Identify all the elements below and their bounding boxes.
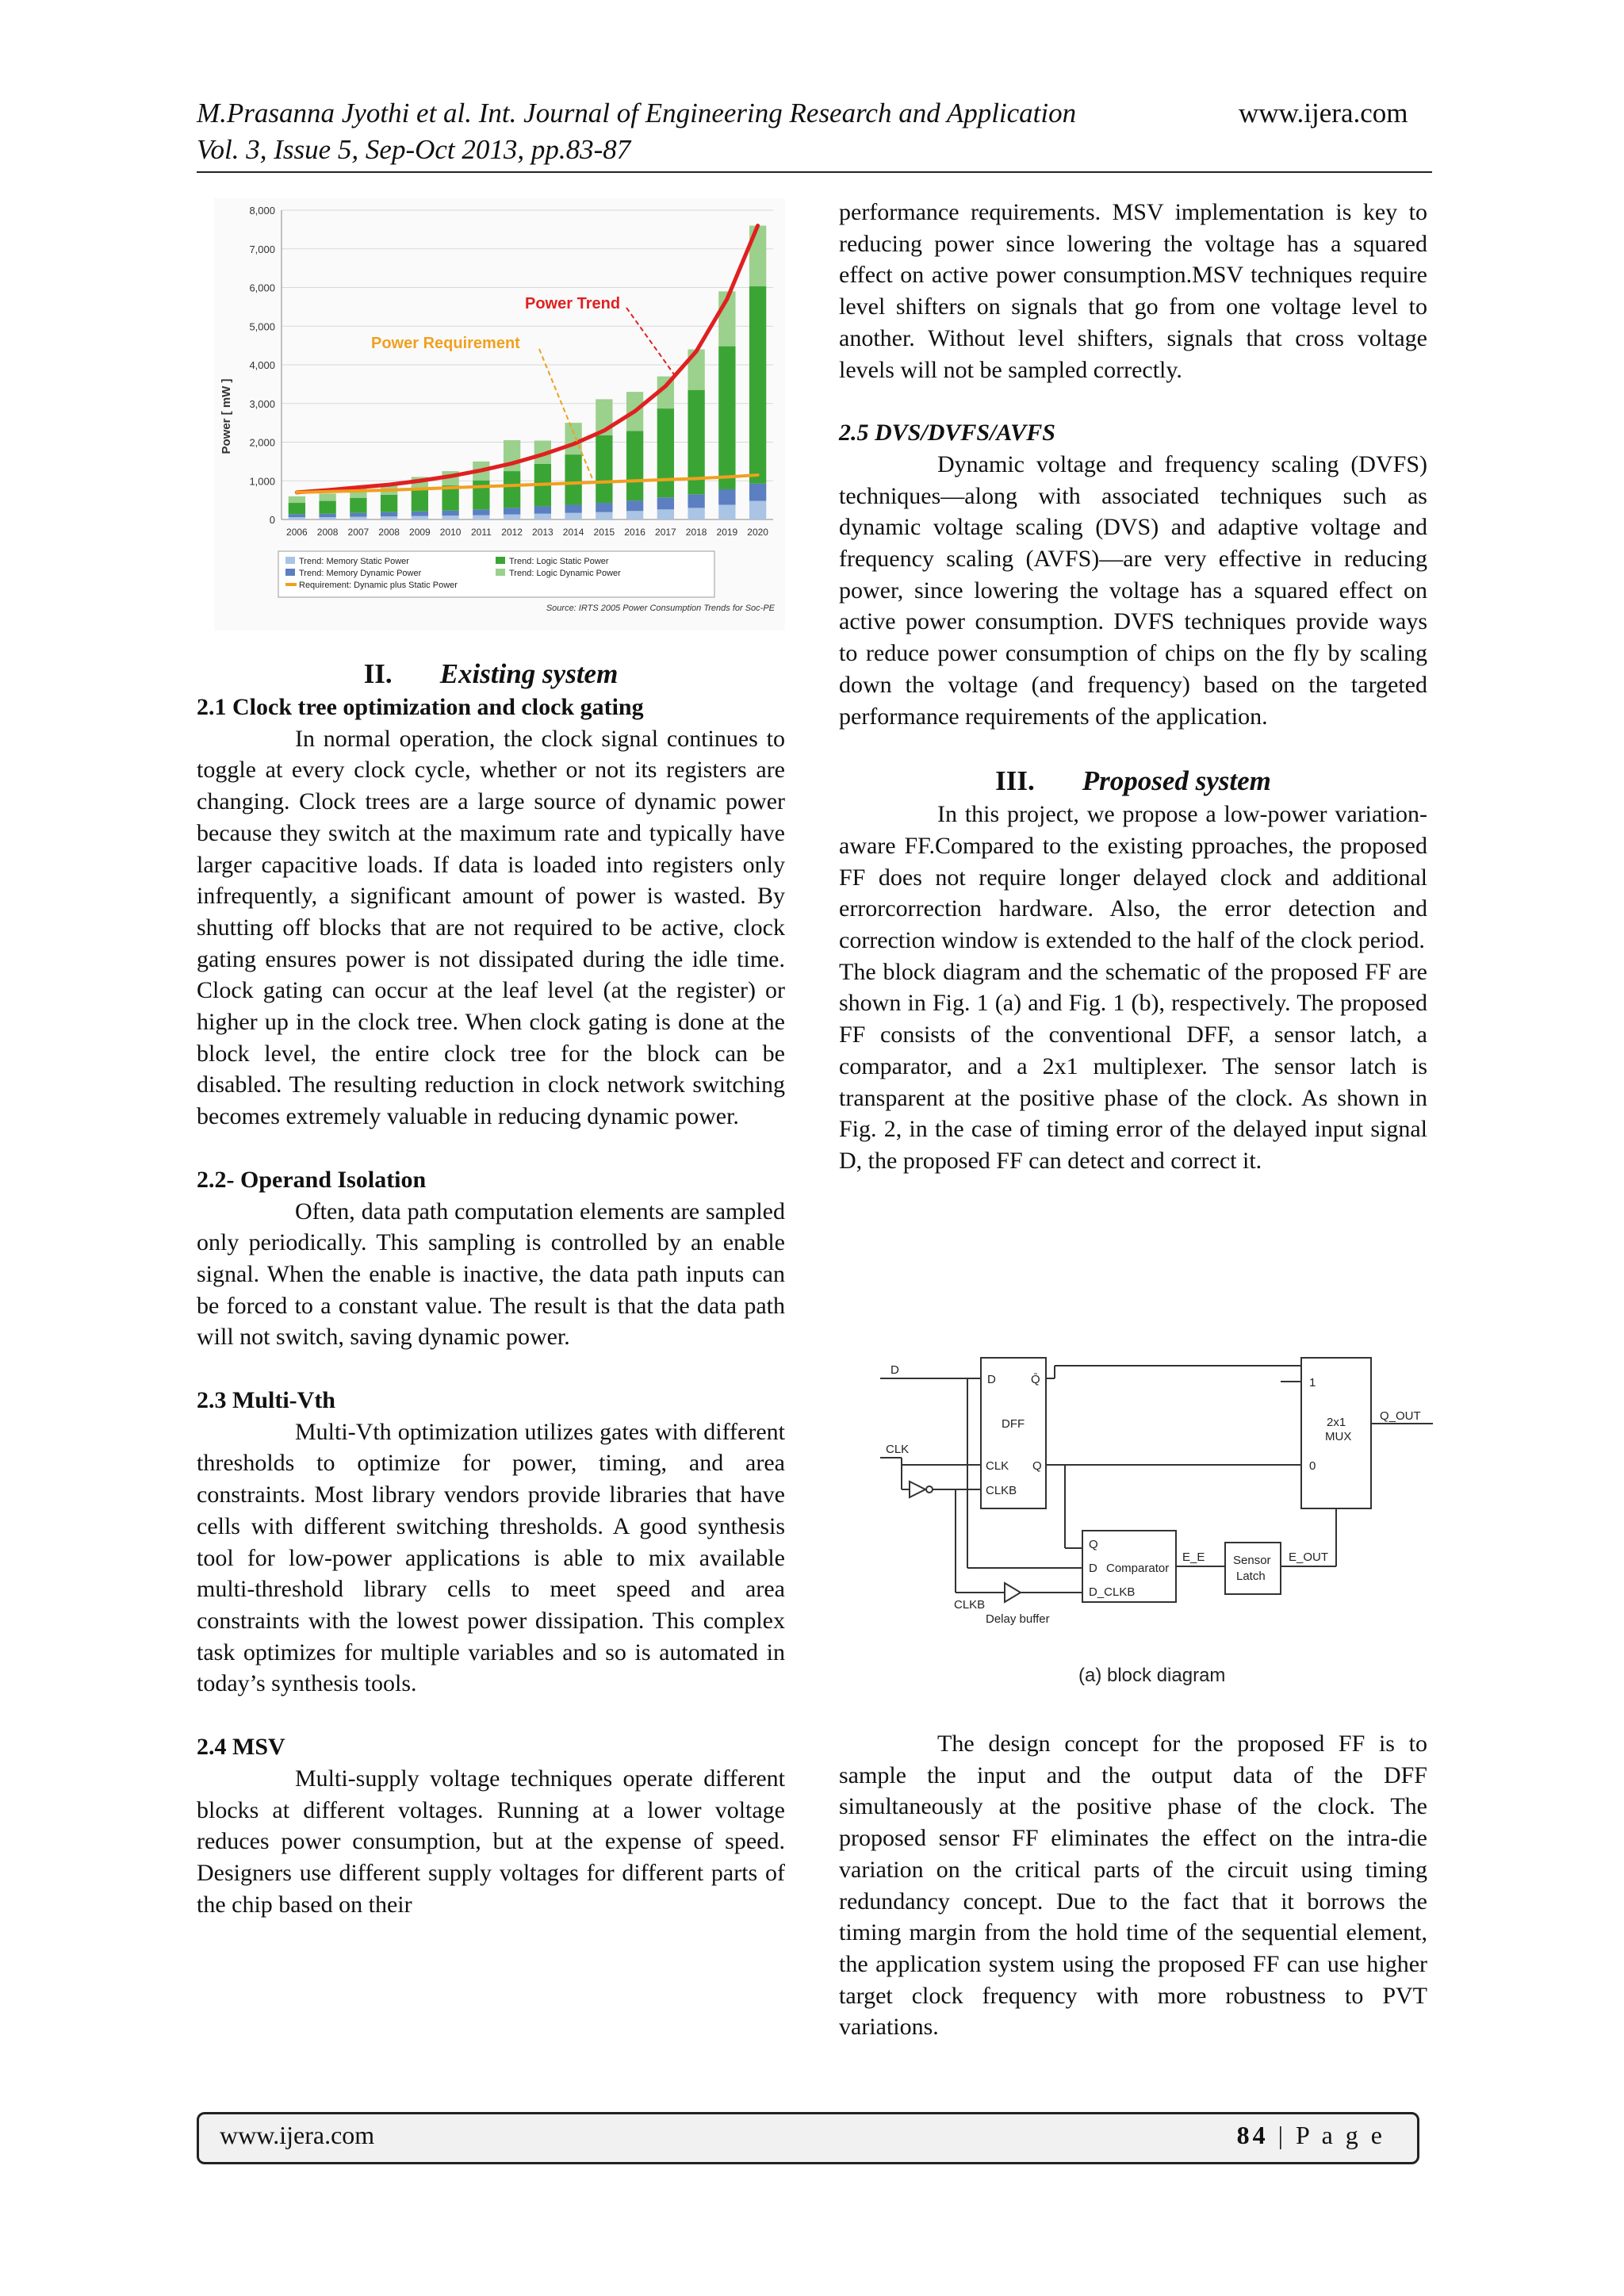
dff-label: DFF <box>1002 1417 1025 1431</box>
journal-website[interactable]: www.ijera.com <box>1239 98 1408 128</box>
bar-segment <box>381 512 397 516</box>
delay-buffer-label: Delay buffer <box>986 1612 1050 1626</box>
dff-qbar-pin: Q̄ <box>1031 1373 1040 1386</box>
bar-segment <box>350 498 366 513</box>
x-tick-label: 2007 <box>347 527 370 538</box>
y-tick-label: 5,000 <box>249 320 275 333</box>
bar-segment <box>718 504 735 519</box>
comparator-dclkb-pin: D_CLKB <box>1089 1585 1136 1599</box>
power-consumption-chart <box>214 198 785 631</box>
q-out-label: Q_OUT <box>1380 1409 1421 1423</box>
legend-memory-dynamic: Trend: Memory Dynamic Power <box>299 569 422 578</box>
bar-segment <box>381 516 397 519</box>
bar-segment <box>289 514 305 517</box>
bar-segment <box>657 497 674 509</box>
legend-memory-static: Trend: Memory Static Power <box>299 557 409 566</box>
ee-signal-label: E_E <box>1182 1550 1205 1564</box>
section-3-paragraph-1: In this project, we propose a low-power variation-aware FF.Compared to the existing pproaches, the proposed FF does not require longer delayed clock and additional errorcorrection hardware. Also, the error detection and correction window is extended to the half of the clock period. <box>839 801 1427 954</box>
chart-legend <box>278 551 714 597</box>
comparator-q-pin: Q <box>1089 1538 1098 1551</box>
header-rule <box>197 171 1432 173</box>
section-3-heading <box>839 764 1427 799</box>
bar-segment <box>504 515 520 519</box>
y-axis-ticks <box>249 205 275 526</box>
bar-segment <box>442 511 458 516</box>
comparator-d-pin: D <box>1089 1562 1097 1575</box>
bar-segment <box>473 516 489 519</box>
bar-segment <box>596 503 612 512</box>
bar-segment <box>289 496 305 503</box>
x-tick-label: 2015 <box>593 527 615 538</box>
x-tick-label: 2010 <box>439 527 462 538</box>
footer-page-info <box>1237 2121 1385 2150</box>
subsection-2-1-title: 2.1 Clock tree optimization and clock gating <box>197 694 644 720</box>
x-tick-label: 2019 <box>716 527 738 538</box>
y-tick-label: 8,000 <box>249 205 275 217</box>
bar-segment <box>626 431 643 500</box>
bar-segment <box>749 286 766 484</box>
bar-segment <box>534 506 551 513</box>
delay-buffer <box>1005 1583 1021 1602</box>
bar-segment <box>473 481 489 510</box>
bar-segment <box>412 490 428 512</box>
x-tick-label: 2020 <box>747 527 768 538</box>
section-3-number: III. <box>995 765 1035 797</box>
x-tick-label: 2011 <box>470 527 492 538</box>
section-2-heading <box>197 657 785 692</box>
page-number: 84 <box>1236 2121 1269 2149</box>
bar-segment <box>657 408 674 497</box>
sensor-latch-block <box>1225 1543 1281 1594</box>
bar-segment <box>504 471 520 508</box>
clkb-label: CLKB <box>954 1598 986 1612</box>
bar-segment <box>749 484 766 501</box>
x-tick-label: 2013 <box>532 527 553 538</box>
clock-inverter <box>910 1481 925 1497</box>
right-column <box>839 197 1427 1177</box>
subsection-2-1-text: In normal operation, the clock signal continues to toggle at every clock cycle, whether or not its registers are changing. Clock trees are a large source of dynamic power because they switch at the maximum rate and typically have larger capacitive loads. If data is loaded into registers only infrequently, a significant amount of power is wasted. By shutting off blocks that are not required to be active, clock gating ensures power is not dissipated during the idle time. Clock gating can occur at the leaf level (at the register) or higher up in the clock tree. When clock gating is done at the block level, the entire clock tree for the block can be disabled. The resulting reduction in clock network switching becomes extremely valuable in reducing dynamic power. <box>197 725 785 1130</box>
legend-swatch-memory-dynamic <box>285 569 295 576</box>
y-tick-label: 2,000 <box>249 436 275 449</box>
bar-segment <box>319 514 335 517</box>
subsection-2-5-text: Dynamic voltage and frequency scaling (DVFS) techniques—along with associated techniques such as dynamic voltage scaling (DVS) and adaptive voltage and frequency scaling (AVFS)—are very effective in reducing power, since lowering the voltage has a squared effect on active power consumption. DVFS techniques provide ways to reduce power consumption of chips on the fly by scaling down the voltage (and frequency) based on the targeted performance requirements of the application. <box>839 450 1427 730</box>
sensor-latch-label-top: Sensor <box>1233 1554 1271 1567</box>
bar-segment <box>626 500 643 511</box>
e-out-label: E_OUT <box>1289 1550 1329 1564</box>
figure-caption: (a) block diagram <box>1078 1665 1226 1686</box>
bar-segment <box>534 514 551 519</box>
x-tick-label: 2012 <box>501 527 523 538</box>
x-tick-label: 2008 <box>316 527 339 538</box>
legend-logic-dynamic: Trend: Logic Dynamic Power <box>509 569 621 578</box>
subsection-2-3-text: Multi-Vth optimization utilizes gates with different thresholds to optimize for power, timing, and area constraints. Most library vendors provide libraries that have cells with different switching thresholds. A good synthesis tool for low-power applications is able to mix available multi-threshold library cells to meet speed and area constraints with the lowest power dissipation. This complex task optimizes for multiple variables and so is automated in today’s synthesis tools. <box>197 1418 785 1697</box>
y-tick-label: 4,000 <box>249 359 275 371</box>
power-trend-label: Power Trend <box>525 295 621 312</box>
y-axis-label: Power [ mW ] <box>220 378 233 454</box>
y-tick-label: 6,000 <box>249 282 275 294</box>
legend-swatch-requirement <box>285 583 297 586</box>
y-tick-label: 1,000 <box>249 475 275 488</box>
y-tick-label: 3,000 <box>249 397 275 410</box>
bar-segment <box>319 493 335 500</box>
right-column-lower <box>839 1728 1427 2043</box>
bar-segment <box>289 517 305 519</box>
subsection-2-5-title: 2.5 DVS/DVFS/AVFS <box>839 420 1055 447</box>
legend-requirement: Requirement: Dynamic plus Static Power <box>299 581 458 590</box>
bar-segment <box>749 501 766 519</box>
y-tick-label: 0 <box>269 514 275 526</box>
chart-source: Source: IRTS 2005 Power Consumption Trends for Soc-PE <box>546 604 775 613</box>
bar-segment <box>596 435 612 503</box>
bar-segment <box>565 504 581 512</box>
section-2-number: II. <box>363 658 393 689</box>
block-diagram-labels <box>886 1363 1421 1626</box>
clk-input-label: CLK <box>886 1443 910 1456</box>
bar-segment <box>412 516 428 519</box>
page-footer <box>197 2112 1419 2164</box>
bar-segment <box>565 423 581 454</box>
bar-segment <box>350 517 366 519</box>
legend-swatch-logic-static <box>496 557 505 564</box>
left-column <box>197 657 785 1920</box>
x-tick-label: 2018 <box>685 527 707 538</box>
bar-segment <box>412 512 428 516</box>
x-tick-label: 2014 <box>562 527 584 538</box>
section-2-title: Existing system <box>439 658 619 689</box>
sensor-latch-label-bottom: Latch <box>1236 1570 1266 1583</box>
bar-segment <box>657 509 674 519</box>
x-tick-label: 2006 <box>286 527 308 538</box>
bar-segment <box>289 503 305 514</box>
bar-segment <box>473 509 489 515</box>
dff-clkb-pin: CLKB <box>986 1484 1017 1497</box>
bar-segment <box>688 494 704 508</box>
x-tick-label: 2017 <box>655 527 676 538</box>
bar-segment <box>626 511 643 519</box>
block-diagram-figure <box>868 1348 1439 1705</box>
section-3-paragraph-3: The design concept for the proposed FF is to sample the input and the output data of the DFF simultaneously at the positive phase of the clock. The proposed sensor FF eliminates the effect on the intra-die variation on the critical parts of the circuit using timing redundancy concept. Due to the fact that it borrows the timing margin from the hold time of the sequential element, the application system using the proposed FF can use higher target clock frequency with more robustness to PVT variations. <box>839 1731 1427 2041</box>
subsection-2-2-title: 2.2- Operand Isolation <box>197 1166 427 1193</box>
dff-d-pin: D <box>987 1373 996 1386</box>
subsection-2-2-text: Often, data path computation elements are sampled only periodically. This sampling is controlled by an enable signal. When the enable is inactive, the data path inputs can be forced to a constant value. The result is that the data path will not switch, saving dynamic power. <box>197 1198 785 1351</box>
subsection-2-3-title: 2.3 Multi-Vth <box>197 1387 335 1414</box>
x-tick-label: 2016 <box>624 527 645 538</box>
msv-continuation-text: performance requirements. MSV implementation is key to reducing power since lowering the voltage has a squared effect on active power consumption.MSV techniques require level shifters on signals that go from one voltage level to another. Without level shifters, signals that cross voltage levels will not be sampled correctly. <box>839 199 1427 383</box>
legend-swatch-memory-static <box>285 557 295 564</box>
bar-segment <box>442 516 458 519</box>
subsection-2-4-title: 2.4 MSV <box>197 1734 285 1761</box>
bar-segment <box>350 513 366 517</box>
journal-citation: M.Prasanna Jyothi et al. Int. Journal of Engineering Research and Application <box>197 98 1077 128</box>
bar-segment <box>565 454 581 504</box>
x-tick-label: 2008 <box>378 527 400 538</box>
bar-segment <box>718 347 735 489</box>
page-label: | P a g e <box>1268 2121 1385 2149</box>
d-input-label: D <box>891 1363 899 1377</box>
bar-segment <box>504 508 520 514</box>
power-requirement-label: Power Requirement <box>371 335 520 352</box>
bar-segment <box>565 513 581 519</box>
subsection-2-4-text: Multi-supply voltage techniques operate different blocks at different voltages. Running at a lower voltage reduces power consumption, but at the expense of speed. Designers use different supply voltages for different parts of the chip based on their <box>197 1765 785 1918</box>
mux-input-1: 1 <box>1309 1376 1316 1389</box>
section-3-paragraph-2: The block diagram and the schematic of the proposed FF are shown in Fig. 1 (a) and Fig. 1 (b), respectively. The proposed FF consists of the conventional DFF, a sensor latch, a comparator, and a 2x1 multiplexer. The sensor latch is transparent at the positive phase of the clock. As shown in Fig. 2, in the case of timing error of the delayed input signal D, the proposed FF can detect and correct it. <box>839 958 1427 1174</box>
mux-input-0: 0 <box>1309 1459 1316 1473</box>
volume-info: Vol. 3, Issue 5, Sep-Oct 2013, pp.83-87 <box>197 134 631 165</box>
bar-segment <box>381 495 397 512</box>
legend-swatch-logic-dynamic <box>496 569 505 576</box>
y-tick-label: 7,000 <box>249 243 275 255</box>
bar-segment <box>718 489 735 505</box>
mux-label-bottom: MUX <box>1325 1430 1352 1443</box>
mux-label-top: 2x1 <box>1327 1416 1346 1429</box>
dff-q-pin: Q <box>1032 1459 1042 1473</box>
bar-segment <box>319 517 335 519</box>
footer-website[interactable]: www.ijera.com <box>220 2121 375 2149</box>
x-tick-label: 2009 <box>409 527 431 538</box>
bar-segment <box>688 508 704 519</box>
section-3-title: Proposed system <box>1082 765 1271 797</box>
legend-logic-static: Trend: Logic Static Power <box>509 557 609 566</box>
bar-segment <box>596 512 612 519</box>
comparator-label: Comparator <box>1106 1562 1170 1575</box>
dff-clk-pin: CLK <box>986 1459 1009 1473</box>
bar-segment <box>319 501 335 514</box>
